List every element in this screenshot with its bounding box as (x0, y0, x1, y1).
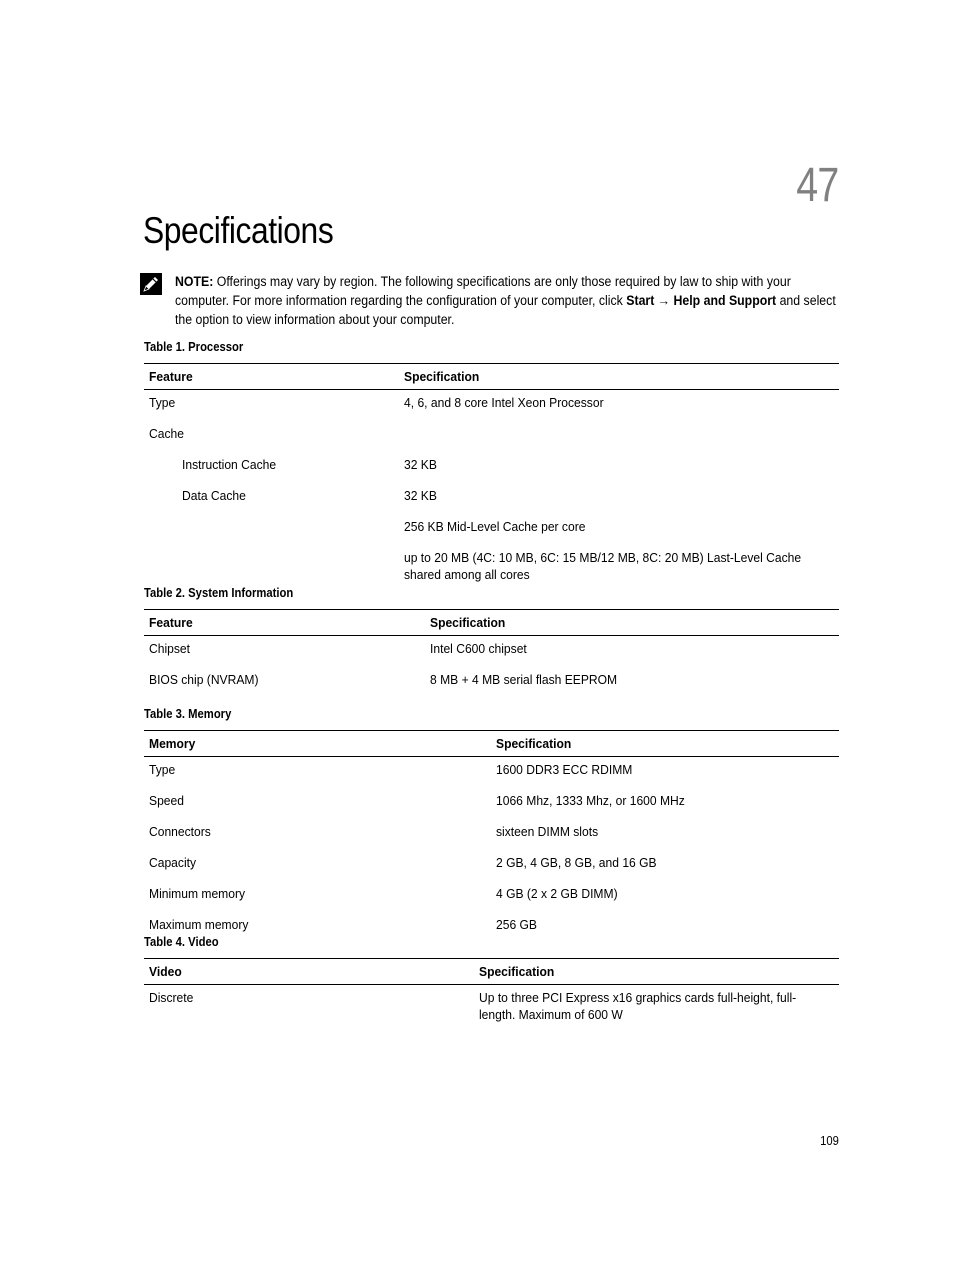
table-header-row (144, 731, 839, 757)
feature-cell: Connectors (149, 824, 211, 839)
table-header-row (144, 610, 839, 636)
page-title: Specifications (143, 210, 334, 251)
column-header: Feature (144, 610, 425, 636)
column-header: Video (144, 959, 474, 985)
spec-cell (399, 421, 839, 452)
system-table-caption: Table 2. System Information (144, 586, 294, 600)
table-row (144, 850, 839, 881)
spec-cell: 256 GB (496, 917, 538, 932)
video-table-caption: Table 4. Video (144, 935, 219, 949)
memory-table-caption: Table 3. Memory (144, 707, 232, 721)
processor-table-caption: Table 1. Processor (144, 340, 244, 354)
column-header: Specification (491, 731, 839, 757)
column-header: Specification (399, 364, 839, 390)
memory-table (144, 730, 839, 943)
processor-table (144, 363, 839, 583)
feature-cell: Maximum memory (149, 917, 249, 932)
spec-cell: 32 KB (404, 457, 437, 472)
note-text-part-1: Offerings may vary by region. The following specifications are only those required by law to ship with your computer. For more information regarding the configuration of your computer, click (175, 274, 791, 308)
spec-cell: Intel C600 chipset (430, 641, 527, 656)
feature-cell (144, 514, 399, 545)
system-information-table (144, 609, 839, 698)
table-row (144, 667, 839, 698)
note-text (175, 272, 837, 329)
pencil-note-icon (140, 273, 162, 295)
spec-cell: up to 20 MB (4C: 10 MB, 6C: 15 MB/12 MB, 8C: 20 MB) Last-Level Cache shared among all cores (404, 550, 802, 582)
table-header-row (144, 959, 839, 985)
column-header: Memory (144, 731, 491, 757)
table-row (144, 985, 839, 1024)
note-start-link: Start (626, 293, 655, 308)
spec-cell: 1066 Mhz, 1333 Mhz, or 1600 MHz (496, 793, 685, 808)
table-row (144, 819, 839, 850)
table-row (144, 545, 839, 583)
column-header: Feature (144, 364, 399, 390)
feature-cell: Chipset (149, 641, 190, 656)
feature-cell: Data Cache (182, 488, 246, 503)
table-row (144, 757, 839, 789)
video-table (144, 958, 839, 1023)
note-arrow: → (654, 293, 674, 308)
spec-cell: 4, 6, and 8 core Intel Xeon Processor (404, 395, 604, 410)
feature-cell: Minimum memory (149, 886, 246, 901)
table-row (144, 881, 839, 912)
feature-cell: Instruction Cache (182, 457, 277, 472)
spec-cell: 8 MB + 4 MB serial flash EEPROM (430, 672, 618, 687)
spec-cell: Up to three PCI Express x16 graphics cards full-height, full-length. Maximum of 600 W (479, 990, 797, 1022)
spec-cell: 256 KB Mid-Level Cache per core (404, 519, 586, 534)
column-header: Specification (425, 610, 839, 636)
feature-cell: Capacity (149, 855, 197, 870)
note-help-link: Help and Support (673, 293, 777, 308)
table-row (144, 452, 839, 483)
spec-cell: 4 GB (2 x 2 GB DIMM) (496, 886, 618, 901)
spec-cell: 1600 DDR3 ECC RDIMM (496, 762, 633, 777)
feature-cell: Speed (149, 793, 184, 808)
chapter-number: 47 (795, 159, 838, 212)
column-header: Specification (474, 959, 839, 985)
table-row (144, 514, 839, 545)
feature-cell: Type (149, 395, 176, 410)
table-row (144, 912, 839, 943)
spec-cell: sixteen DIMM slots (496, 824, 599, 839)
feature-cell: Type (149, 762, 176, 777)
spec-cell: 32 KB (404, 488, 437, 503)
table-row (144, 390, 839, 422)
feature-cell: Discrete (149, 990, 194, 1005)
feature-cell (144, 545, 399, 583)
table-row (144, 483, 839, 514)
table-row (144, 421, 839, 452)
spec-cell: 2 GB, 4 GB, 8 GB, and 16 GB (496, 855, 657, 870)
feature-cell: Cache (149, 426, 184, 441)
note-text-part-2: and select the option to view information about your computer. (175, 293, 836, 327)
table-row (144, 788, 839, 819)
table-header-row (144, 364, 839, 390)
page-number: 109 (820, 1134, 839, 1148)
note-label: NOTE: (175, 274, 214, 289)
table-row (144, 636, 839, 668)
feature-cell: BIOS chip (NVRAM) (149, 672, 259, 687)
